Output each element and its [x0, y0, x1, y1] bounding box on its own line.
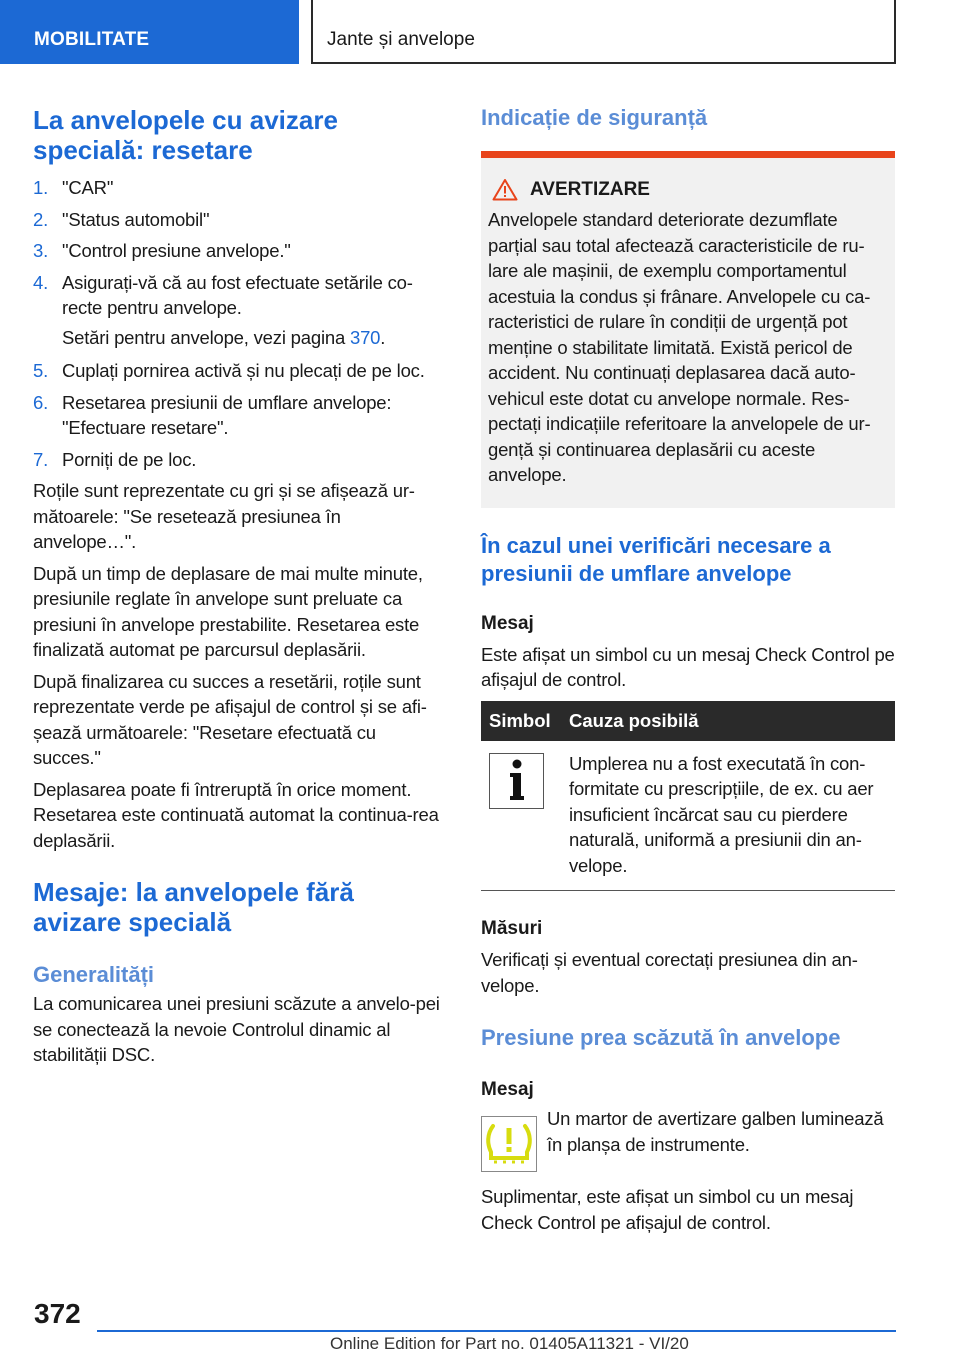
list-item: 6. Resetarea presiunii de umflare anvelope: "Efectuare resetare".	[33, 391, 392, 438]
table-cell-cause: Umplerea nu a fost executată în con-formitate cu prescripțiile, de ex. cu aer insuficient încărcat sau cu pierdere naturală, uniformă a presiunii din an-velope.	[561, 741, 895, 891]
measures-text: Verificați și eventual corectați presiunea din an-velope.	[481, 949, 858, 996]
heading-pressure-check: În cazul unei verificări necesare a presiunii de umflare anvelope	[481, 532, 831, 586]
right-column	[481, 100, 895, 1235]
info-icon	[489, 753, 544, 809]
section-label: MOBILITATE	[0, 0, 299, 64]
tpms-block	[481, 1106, 895, 1172]
warning-box	[481, 151, 895, 508]
final-text: Suplimentar, este afișat un simbol cu un mesaj Check Control pe afișajul de control.	[481, 1186, 854, 1233]
table-header-symbol: Simbol	[481, 701, 561, 741]
warning-text: Anvelopele standard deteriorate dezumflate parțial sau total afectează caracteristicile de ru-lare ale mașinii, de exemplu comportamentul acestuia la condus și frânare. Anvelopele cu ca-racteristici de rulare în condiții de urgență pot menține o stabilitate limitată. Există pericol de accident. Nu continuați deplasarea dacă auto-vehicul este dotat cu anvelope normale. Res-pectați indicațiile referitoare la anvelopele de ur-gență și continuarea deplasării cu aceste anvelope.	[488, 209, 871, 485]
reset-steps	[33, 175, 443, 472]
warning-triangle-icon	[492, 178, 518, 201]
list-item: 4. Asigurați-vă că au fost efectuate setările co-recte pentru anvelope.	[33, 271, 413, 318]
warning-header	[488, 178, 887, 201]
heading-low-pressure: Presiune prea scăzută în anvelope	[481, 1025, 841, 1050]
list-item: 5. Cuplați pornirea activă și nu plecați de pe loc.	[33, 360, 425, 381]
edition-text: Online Edition for Part no. 01405A11321 - VI/20	[330, 1334, 689, 1353]
step4-reference: Setări pentru anvelope, vezi pagina 370.	[62, 326, 386, 348]
cause-table	[481, 701, 895, 892]
label-message: Mesaj	[481, 612, 534, 634]
list-item: 7. Porniți de pe loc.	[33, 448, 197, 470]
message-text: Este afișat un simbol cu un mesaj Check Control pe afișajul de control.	[481, 643, 895, 690]
label-measures: Măsuri	[481, 918, 543, 939]
paragraph: După un timp de deplasare de mai multe minute, presiunile reglate în anvelope sunt preluate ca presiuni în anvelope prestabilite. Resetarea este finalizată automat pe parcursul deplasării.	[33, 562, 423, 660]
heading-reset: La anvelopele cu avizare specială: resetare	[33, 105, 338, 165]
list-item: 1. "CAR"	[33, 177, 114, 198]
paragraph: După finalizarea cu succes a resetării, roțile sunt reprezentate verde pe afișajul de control și se afi-șează următoarele: "Resetare efectuată cu succes."	[33, 670, 427, 768]
table-row	[481, 741, 895, 891]
label-message: Mesaj	[481, 1079, 534, 1100]
paragraph: Deplasarea poate fi întreruptă în orice moment. Resetarea este continuată automat la continua-rea deplasării.	[33, 778, 439, 851]
page-header	[0, 0, 960, 66]
tire-pressure-warning-icon	[481, 1116, 537, 1172]
chapter-label: Jante și anvelope	[311, 0, 896, 64]
paragraph: La comunicarea unei presiuni scăzute a anvelo-pei se conectează la nevoie Controlul dinamic al stabilității DSC.	[33, 993, 440, 1065]
heading-messages: Mesaje: la anvelopele fără avizare specială	[33, 877, 354, 937]
warning-title: AVERTIZARE	[530, 178, 650, 200]
heading-safety: Indicație de siguranță	[481, 105, 708, 130]
footer-divider	[97, 1330, 896, 1332]
paragraph: Roțile sunt reprezentate cu gri și se afișează ur-mătoarele: "Se resetează presiunea în anvelope…".	[33, 480, 415, 552]
left-column	[33, 100, 443, 1068]
page-link[interactable]: 370	[349, 326, 381, 348]
table-header-cause: Cauza posibilă	[561, 701, 895, 741]
tpms-text: Un martor de avertizare galben luminează în planșa de instrumente.	[547, 1108, 884, 1155]
subheading-general: Generalități	[33, 962, 155, 987]
list-item: 2. "Status automobil"	[33, 208, 210, 230]
page-number: 372	[34, 1298, 81, 1329]
list-item: 3. "Control presiune anvelope."	[33, 240, 291, 261]
